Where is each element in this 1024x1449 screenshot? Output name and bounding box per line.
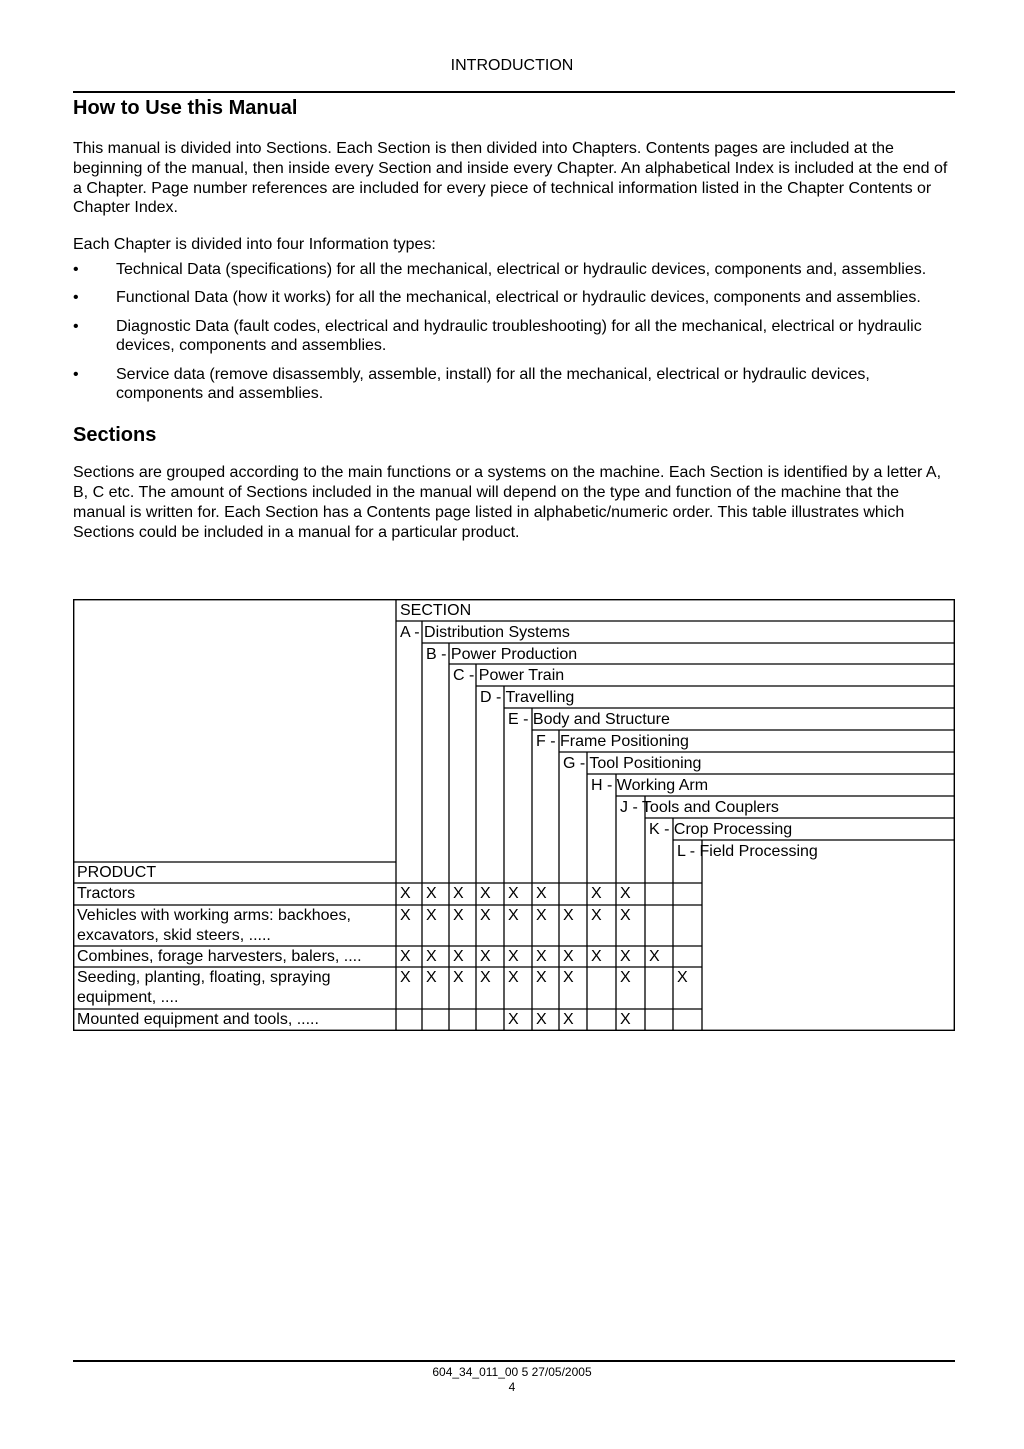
section-mark: X: [480, 948, 491, 965]
section-mark: X: [508, 885, 519, 902]
types-intro: Each Chapter is divided into four Information types:: [73, 236, 436, 254]
section-mark: X: [426, 907, 437, 924]
section-mark: X: [620, 969, 631, 986]
product-name: Tractors: [77, 885, 136, 902]
section-mark: X: [620, 885, 631, 902]
section-mark: X: [426, 948, 437, 965]
how-to-use-paragraph: This manual is divided into Sections. Each Section is then divided into Chapters. Contents pages are included at the beginning of the manual, then inside every Section and inside every Chapter. An alphabetical Index is included at the end of a Chapter. Page number references are included for every piece of technical information listed in the Chapter Contents or Chapter Index.: [73, 140, 948, 217]
bullet-icon: •: [73, 289, 79, 307]
section-mark: X: [426, 885, 437, 902]
section-mark: X: [563, 907, 574, 924]
page-header: INTRODUCTION: [450, 57, 574, 74]
bullet-icon: •: [73, 260, 79, 278]
section-mark: X: [620, 907, 631, 924]
document-reference: 604_34_011_00 5 27/05/2005: [432, 1365, 592, 1379]
section-label: G - Tool Positioning: [563, 755, 702, 772]
section-label: L - Field Processing: [677, 843, 818, 860]
section-mark: X: [426, 969, 437, 986]
list-item: • Diagnostic Data (fault codes, electrical and hydraulic troubleshooting) for all the mechanical, electrical or hydraulic devices, components and assemblies.: [73, 317, 922, 355]
product-name: Mounted equipment and tools, .....: [77, 1011, 319, 1028]
section-label: J - Tools and Couplers: [620, 799, 779, 816]
section-label: B - Power Production: [426, 646, 578, 663]
section-mark: X: [400, 969, 411, 986]
list-item: • Service data (remove disassembly, assemble, install) for all the mechanical, electrical or hydraulic devices, components and assemblies.: [73, 365, 870, 403]
section-label: E - Body and Structure: [508, 711, 670, 728]
section-mark: X: [536, 907, 547, 924]
section-mark: X: [400, 907, 411, 924]
section-mark: X: [480, 907, 491, 924]
list-item: • Functional Data (how it works) for all the mechanical, electrical or hydraulic devices, components and assemblies.: [73, 289, 921, 307]
section-mark: X: [400, 948, 411, 965]
section-label: H - Working Arm: [591, 777, 709, 794]
section-mark: X: [591, 907, 602, 924]
section-mark: X: [508, 948, 519, 965]
header-rule: [73, 91, 955, 93]
section-mark: X: [591, 948, 602, 965]
how-to-use-heading: How to Use this Manual: [73, 97, 298, 119]
section-mark: X: [508, 1011, 519, 1028]
section-mark: X: [400, 885, 411, 902]
section-mark: X: [677, 969, 688, 986]
footer-rule: [73, 1360, 955, 1362]
page-footer: [0, 1365, 1024, 1395]
section-label: K - Crop Processing: [649, 821, 793, 838]
section-mark: X: [536, 969, 547, 986]
section-mark: X: [480, 885, 491, 902]
section-mark: X: [591, 885, 602, 902]
section-mark: X: [620, 948, 631, 965]
page-number: 4: [508, 1380, 516, 1394]
sections-paragraph: Sections are grouped according to the main functions or a systems on the machine. Each Section is identified by a letter A, B, C etc. The amount of Sections included in the manual will depend on the type and function of the machine that the manual is written for. Each Section has a Contents page listed in alphabetic/numeric order. This table illustrates which Sections could be included in a manual for a particular product.: [73, 464, 942, 541]
main-content: [73, 97, 955, 542]
section-mark: X: [563, 948, 574, 965]
section-mark: X: [508, 907, 519, 924]
section-mark: X: [536, 1011, 547, 1028]
section-mark: X: [536, 948, 547, 965]
product-name: Seeding, planting, floating, spraying equipment, ....: [77, 969, 331, 1006]
section-mark: X: [649, 948, 660, 965]
section-label: C - Power Train: [453, 667, 565, 684]
bullet-icon: •: [73, 317, 79, 335]
section-mark: X: [563, 969, 574, 986]
section-mark: X: [536, 885, 547, 902]
section-product-matrix: [73, 599, 955, 1031]
section-mark: X: [563, 1011, 574, 1028]
section-label: F - Frame Positioning: [536, 733, 689, 750]
section-mark: X: [453, 948, 464, 965]
product-column-header: PRODUCT: [77, 864, 157, 881]
section-mark: X: [480, 969, 491, 986]
section-column-header: SECTION: [400, 602, 472, 619]
list-item: • Technical Data (specifications) for all the mechanical, electrical or hydraulic devices, components and, assemblies.: [73, 260, 927, 278]
information-types-list: [73, 260, 955, 404]
section-mark: X: [453, 885, 464, 902]
section-mark: X: [453, 907, 464, 924]
section-mark: X: [620, 1011, 631, 1028]
product-name: Combines, forage harvesters, balers, ....: [77, 948, 362, 965]
section-label: A - Distribution Systems: [400, 624, 570, 641]
section-mark: X: [453, 969, 464, 986]
sections-heading: Sections: [73, 424, 157, 447]
section-mark: X: [508, 969, 519, 986]
product-name: Vehicles with working arms: backhoes, excavators, skid steers, .....: [77, 907, 351, 944]
section-label: D - Travelling: [480, 689, 575, 706]
bullet-icon: •: [73, 365, 79, 383]
